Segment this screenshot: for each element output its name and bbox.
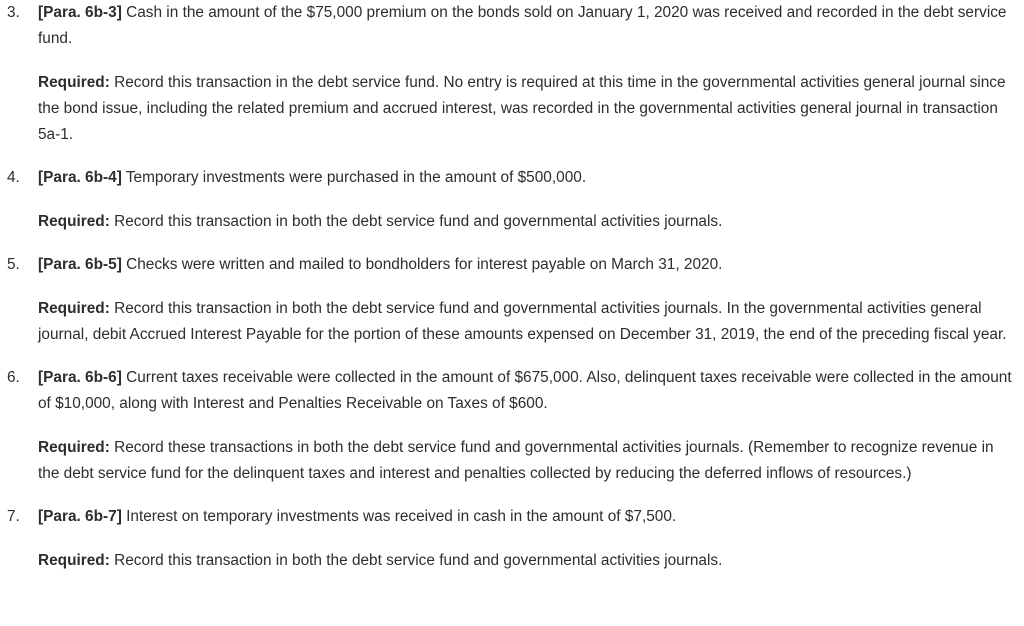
- item-number: 5.: [7, 256, 20, 273]
- required-label: Required:: [38, 439, 110, 456]
- para-tag: [Para. 6b-6]: [38, 369, 122, 386]
- required-text: Record this transaction in the debt service fund. No entry is required at this time in the governmental activities general journal since the bond issue, including the related premium and accrued interest, was recorded in the governmental activities general journal in transaction 5a-1.: [38, 74, 1006, 143]
- required-text: Record this transaction in both the debt service fund and governmental activities journals.: [109, 213, 723, 230]
- required-text: Record this transaction in both the debt service fund and governmental activities journals.: [109, 552, 723, 569]
- required-note: [38, 435, 1014, 487]
- item-description: [38, 165, 1014, 191]
- required-label: Required:: [38, 74, 110, 91]
- para-tag: [Para. 6b-7]: [38, 508, 122, 525]
- para-tag: [Para. 6b-5]: [38, 256, 122, 273]
- required-label: Required:: [38, 300, 110, 317]
- item-description: [38, 252, 1014, 278]
- para-tag: [Para. 6b-4]: [38, 169, 122, 186]
- list-item: [0, 504, 1014, 574]
- required-note: [38, 70, 1014, 148]
- item-number: 6.: [7, 369, 20, 386]
- item-number: 7.: [7, 508, 20, 525]
- item-number: 3.: [7, 4, 20, 21]
- item-text: Temporary investments were purchased in the amount of $500,000.: [121, 169, 587, 186]
- item-text: Current taxes receivable were collected in the amount of $675,000. Also, delinquent taxes receivable were collected in the amount of $10,000, along with Interest and Penalties Receivable on Taxes of $600.: [38, 369, 1012, 412]
- required-note: [38, 548, 1014, 574]
- item-text: Interest on temporary investments was received in cash in the amount of $7,500.: [121, 508, 677, 525]
- list-item: [0, 165, 1014, 235]
- item-text: Checks were written and mailed to bondholders for interest payable on March 31, 2020.: [121, 256, 723, 273]
- item-text: Cash in the amount of the $75,000 premium on the bonds sold on January 1, 2020 was received and recorded in the debt service fund.: [38, 4, 1007, 47]
- required-label: Required:: [38, 552, 110, 569]
- item-description: [38, 504, 1014, 530]
- required-note: [38, 209, 1014, 235]
- required-note: [38, 296, 1014, 348]
- item-number: 4.: [7, 169, 20, 186]
- required-text: Record these transactions in both the debt service fund and governmental activities journals. (Remember to recognize revenue in the debt service fund for the delinquent taxes and interest and penalties collected by reducing the deferred inflows of resources.): [38, 439, 994, 482]
- item-description: [38, 365, 1014, 417]
- required-text: Record this transaction in both the debt service fund and governmental activities journals. In the governmental activities general journal, debit Accrued Interest Payable for the portion of these amounts expensed on December 31, 2019, the end of the preceding fiscal year.: [38, 300, 1007, 343]
- required-label: Required:: [38, 213, 110, 230]
- para-tag: [Para. 6b-3]: [38, 4, 122, 21]
- list-item: [0, 365, 1014, 487]
- list-item: [0, 0, 1014, 148]
- item-description: [38, 0, 1014, 52]
- list-item: [0, 252, 1014, 348]
